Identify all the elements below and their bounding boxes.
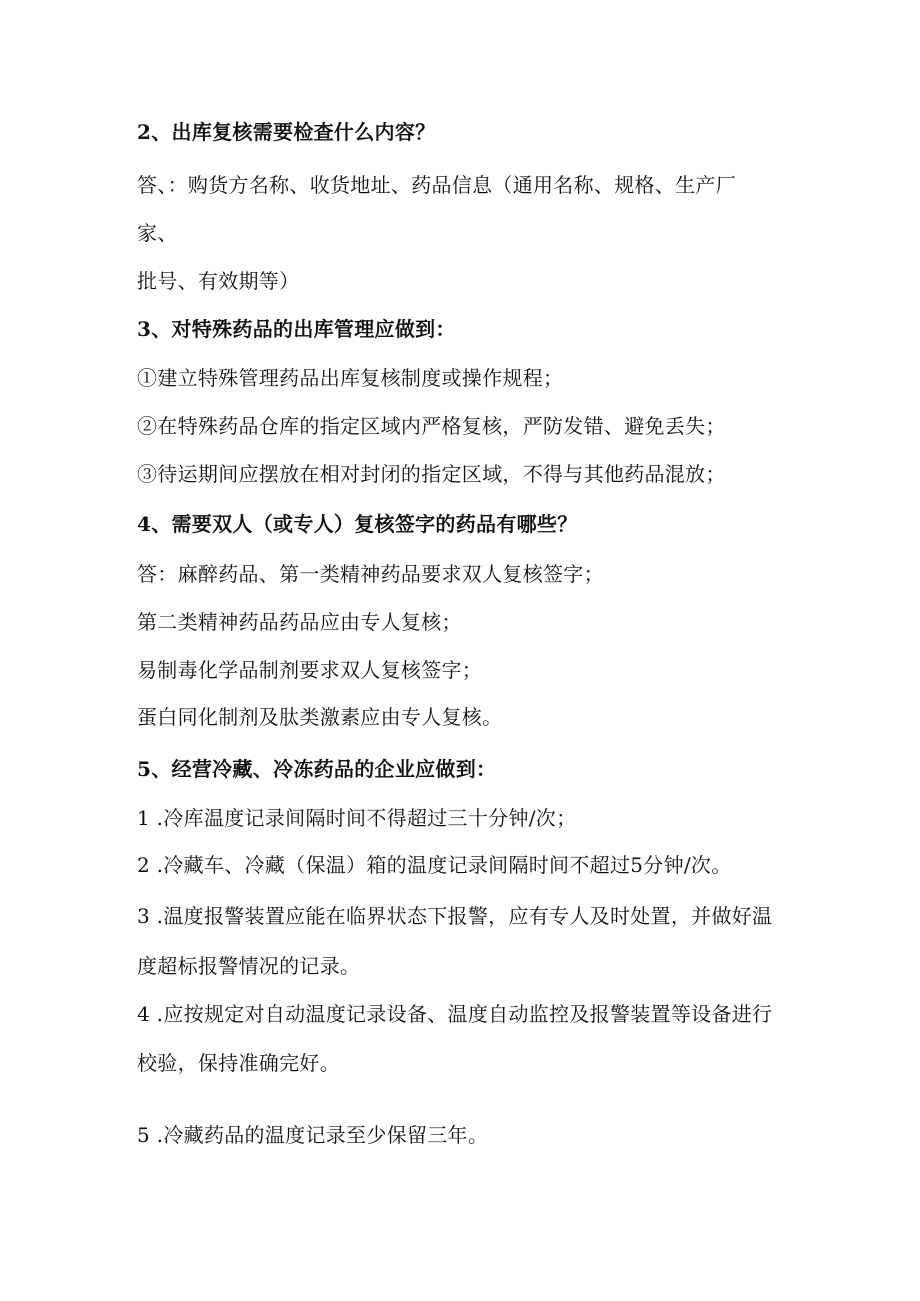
q2-heading: 2、出库复核需要检查什么内容？ — [137, 120, 436, 144]
q5-item: 2 .冷藏车、冷藏（保温）箱的温度记录间隔时间不超过5分钟/次。 — [137, 853, 732, 877]
q5-item: 5 .冷藏药品的温度记录至少保留三年。 — [137, 1123, 489, 1147]
q3-item: ①建立特殊管理药品出库复核制度或操作规程； — [137, 366, 564, 390]
q5-item-continuation: 度超标报警情况的记录。 — [137, 954, 361, 978]
q3-item: ③待运期间应摆放在相对封闭的指定区域，不得与其他药品混放； — [137, 462, 726, 486]
q3-heading: 3、对特殊药品的出库管理应做到： — [137, 317, 456, 341]
q2-answer-line: 答、：购货方名称、收货地址、药品信息（通用名称、规格、生产厂 — [137, 173, 736, 197]
q4-heading: 4、需要双人（或专人）复核签字的药品有哪些？ — [137, 512, 578, 536]
q4-answer-line: 易制毒化学品制剂要求双人复核签字； — [137, 658, 483, 682]
q5-item: 1 .冷库温度记录间隔时间不得超过三十分钟/次； — [137, 806, 577, 830]
q4-answer-line: 答：麻醉药品、第一类精神药品要求双人复核签字； — [137, 562, 604, 586]
q3-item: ②在特殊药品仓库的指定区域内严格复核，严防发错、避免丢失； — [137, 414, 726, 438]
q2-answer-line: 家、 — [137, 221, 178, 245]
q5-item-continuation: 校验，保持准确完好。 — [137, 1051, 340, 1075]
q5-item: 4 .应按规定对自动温度记录设备、温度自动监控及报警装置等设备进行 — [137, 1002, 773, 1026]
q2-answer-line: 批号、有效期等） — [137, 269, 300, 293]
q4-answer-line: 蛋白同化制剂及肽类激素应由专人复核。 — [137, 705, 503, 729]
q4-answer-line: 第二类精神药品药品应由专人复核； — [137, 610, 462, 634]
q5-heading: 5、经营冷藏、冷冻药品的企业应做到： — [137, 757, 497, 781]
q5-item: 3 .温度报警装置应能在临界状态下报警，应有专人及时处置，并做好温 — [137, 904, 773, 928]
